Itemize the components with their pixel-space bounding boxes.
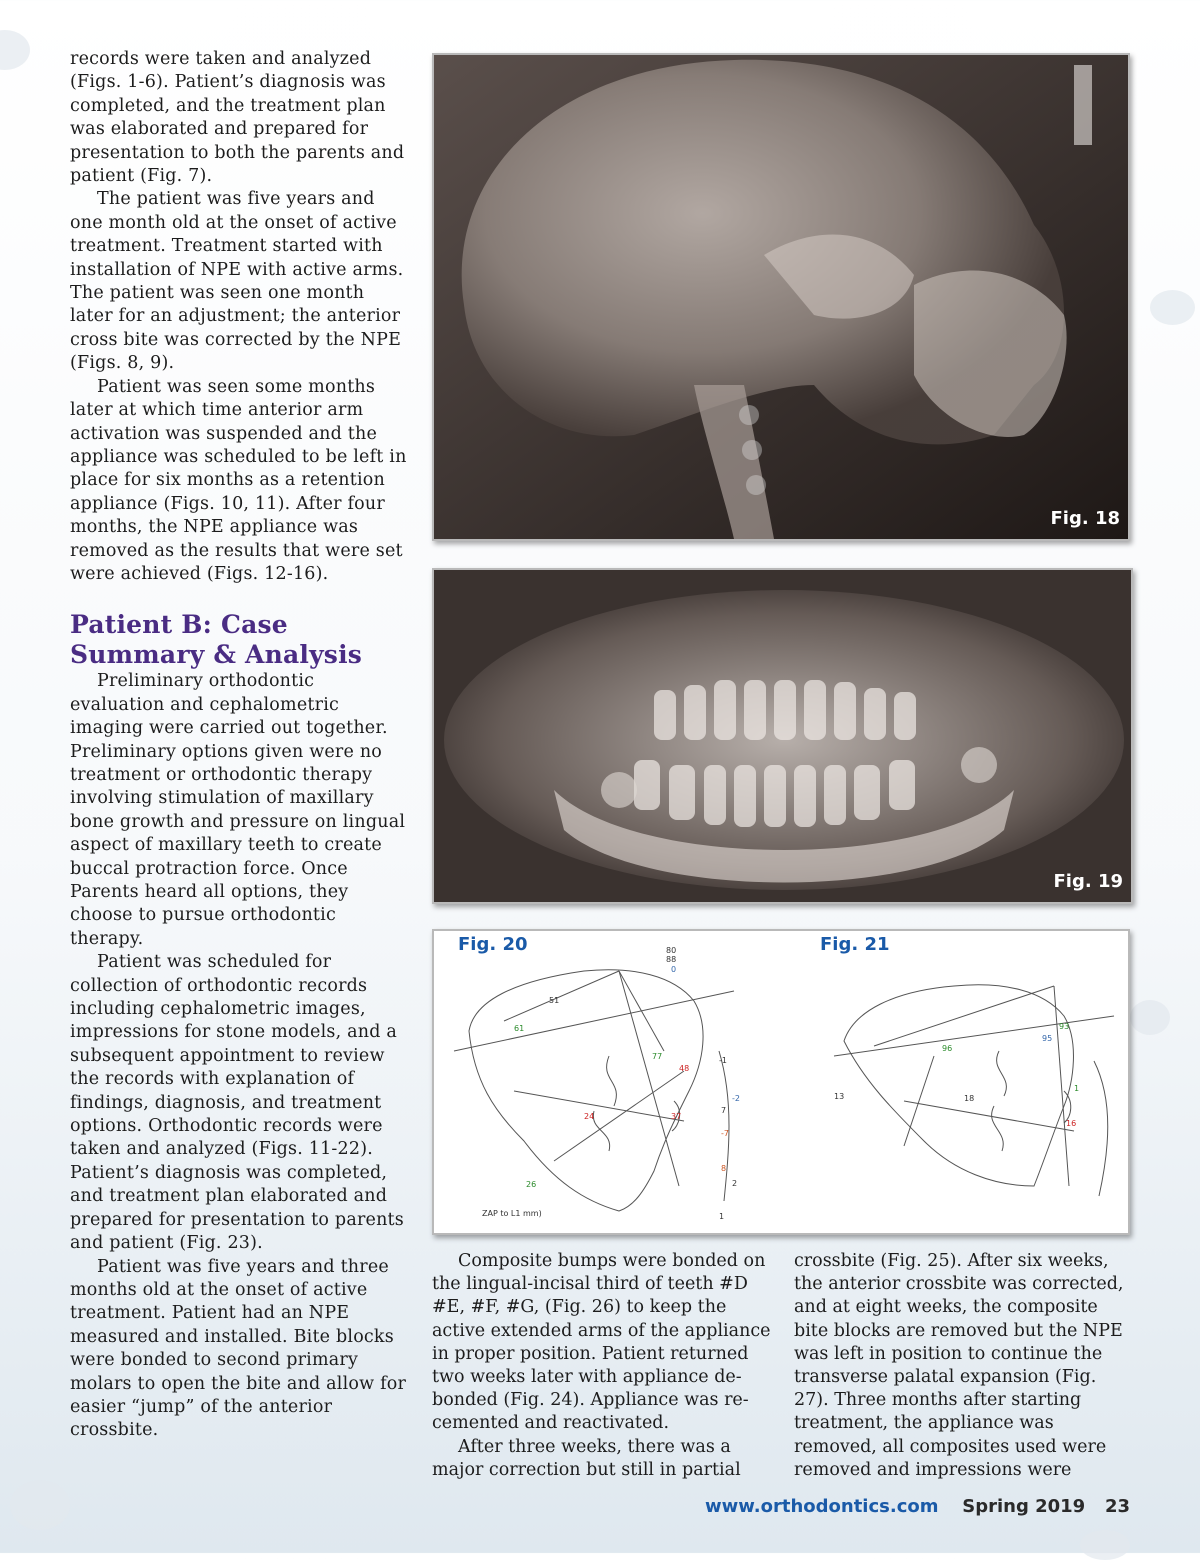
svg-text:93: 93 xyxy=(1059,1022,1070,1031)
bg-dot xyxy=(10,1480,70,1530)
bg-dot xyxy=(1130,1000,1170,1035)
left-paragraph-4: Preliminary orthodontic evaluation and cephalometric imaging were carried out together. Preliminary options given were no treatment or orthodontic therapy involving stimulation of maxillary bone growth and pressure on lingual aspect of maxillary teeth to create buccal protraction force. Once Parents heard all options, they choose to pursue orthodontic therapy. xyxy=(70,671,406,949)
fig-18-xray xyxy=(432,53,1130,541)
bg-dot xyxy=(1150,290,1195,325)
fig-19-xray xyxy=(432,568,1133,904)
svg-text:48: 48 xyxy=(679,1064,690,1073)
svg-text:1: 1 xyxy=(1074,1084,1080,1093)
svg-text:37: 37 xyxy=(671,1112,682,1121)
left-paragraph-1: records were taken and analyzed (Figs. 1-6). Patient’s diagnosis was completed, and the treatment plan was elaborated and prepared for presentation to both the parents and patient (Fig. 7). xyxy=(70,49,405,187)
page-number: 23 xyxy=(1104,1496,1130,1517)
middle-paragraph-2: After three weeks, there was a major correction but still in partial xyxy=(432,1436,741,1480)
right-column xyxy=(794,1250,1134,1482)
fig-20-21-tracings xyxy=(432,929,1130,1235)
svg-text:0: 0 xyxy=(671,965,677,974)
cephalometric-tracing-drawing xyxy=(434,931,1128,1233)
lateral-cephalogram-image xyxy=(434,55,1128,539)
svg-text:77: 77 xyxy=(652,1052,663,1061)
svg-text:-2: -2 xyxy=(732,1094,740,1103)
svg-text:8: 8 xyxy=(721,1164,727,1173)
middle-column xyxy=(432,1250,772,1482)
tooth-row-upper xyxy=(654,680,916,740)
svg-text:-1: -1 xyxy=(719,1056,727,1065)
left-paragraph-3: Patient was seen some months later at which time anterior arm activation was suspended and the appliance was scheduled to be left in place for six months as a retention appliance (Figs. 10, 11). After four months, the NPE appliance was removed as the results that were set were achieved (Figs. 12-16). xyxy=(70,376,407,584)
svg-text:80: 80 xyxy=(666,946,677,955)
fig-20-axis-label: ZAP to L1 mm) xyxy=(482,1209,542,1218)
right-paragraph-1: crossbite (Fig. 25). After six weeks, the anterior crossbite was corrected, and at eight weeks, the composite bite blocks are removed but the NPE was left in position to continue the transverse palatal expansion (Fig. 27). Three months after starting treatment, the appliance was removed, all composites used were removed and impressions were xyxy=(794,1251,1124,1480)
svg-text:1: 1 xyxy=(719,1212,725,1221)
svg-text:96: 96 xyxy=(942,1044,953,1053)
section-heading xyxy=(70,610,408,670)
left-column xyxy=(70,48,408,1443)
section-heading-line-1: Patient B: Case xyxy=(70,610,288,640)
left-paragraph-6: Patient was five years and three months old at the onset of active treatment. Patient had an NPE measured and installed. Bite blocks were bonded to second primary molars to open the bite and allow for easier “jump” of the anterior crossbite. xyxy=(70,1256,407,1441)
svg-text:95: 95 xyxy=(1042,1034,1053,1043)
svg-text:88: 88 xyxy=(666,955,677,964)
footer-url-link[interactable]: www.orthodontics.com xyxy=(705,1496,939,1517)
section-heading-line-2: Summary & Analysis xyxy=(70,640,363,670)
panoramic-xray-image xyxy=(434,570,1131,902)
fig-19-label: Fig. 19 xyxy=(1053,871,1123,892)
fig-18-label: Fig. 18 xyxy=(1050,508,1120,529)
fig-21-label: Fig. 21 xyxy=(820,934,890,955)
footer-issue: Spring 2019 xyxy=(962,1496,1086,1517)
page-footer xyxy=(705,1496,1130,1517)
svg-text:61: 61 xyxy=(514,1024,525,1033)
svg-text:18: 18 xyxy=(964,1094,975,1103)
middle-paragraph-1: Composite bumps were bonded on the lingual-incisal third of teeth #D #E, #F, #G, (Fig. 26) to keep the active extended arms of the appliance in proper position. Patient returned two weeks later with appliance de-bonded (Fig. 24). Appliance was re-cemented and reactivated. xyxy=(432,1251,771,1434)
svg-text:2: 2 xyxy=(732,1179,738,1188)
svg-text:24: 24 xyxy=(584,1112,595,1121)
bg-dot xyxy=(0,30,30,70)
bg-dot xyxy=(1080,1530,1130,1560)
svg-text:26: 26 xyxy=(526,1180,537,1189)
tooth-row-lower xyxy=(634,760,915,827)
left-paragraph-2: The patient was five years and one month old at the onset of active treatment. Treatment started with installation of NPE with active arms. The patient was seen one month later for an adjustment; the anterior cross bite was corrected by the NPE (Figs. 8, 9). xyxy=(70,189,404,374)
svg-text:13: 13 xyxy=(834,1092,845,1101)
svg-text:7: 7 xyxy=(721,1106,727,1115)
svg-text:-7: -7 xyxy=(721,1129,729,1138)
svg-text:16: 16 xyxy=(1066,1119,1077,1128)
fig-20-label: Fig. 20 xyxy=(458,934,528,955)
left-paragraph-5: Patient was scheduled for collection of orthodontic records including cephalometric images, impressions for stone models, and a subsequent appointment to review the records with explanation of findings, diagnosis, and treatment options. Orthodontic records were taken and analyzed (Figs. 11-22). Patient’s diagnosis was completed, and treatment plan elaborated and prepared for presentation to parents and patient (Fig. 23). xyxy=(70,952,404,1254)
svg-text:51: 51 xyxy=(549,996,560,1005)
